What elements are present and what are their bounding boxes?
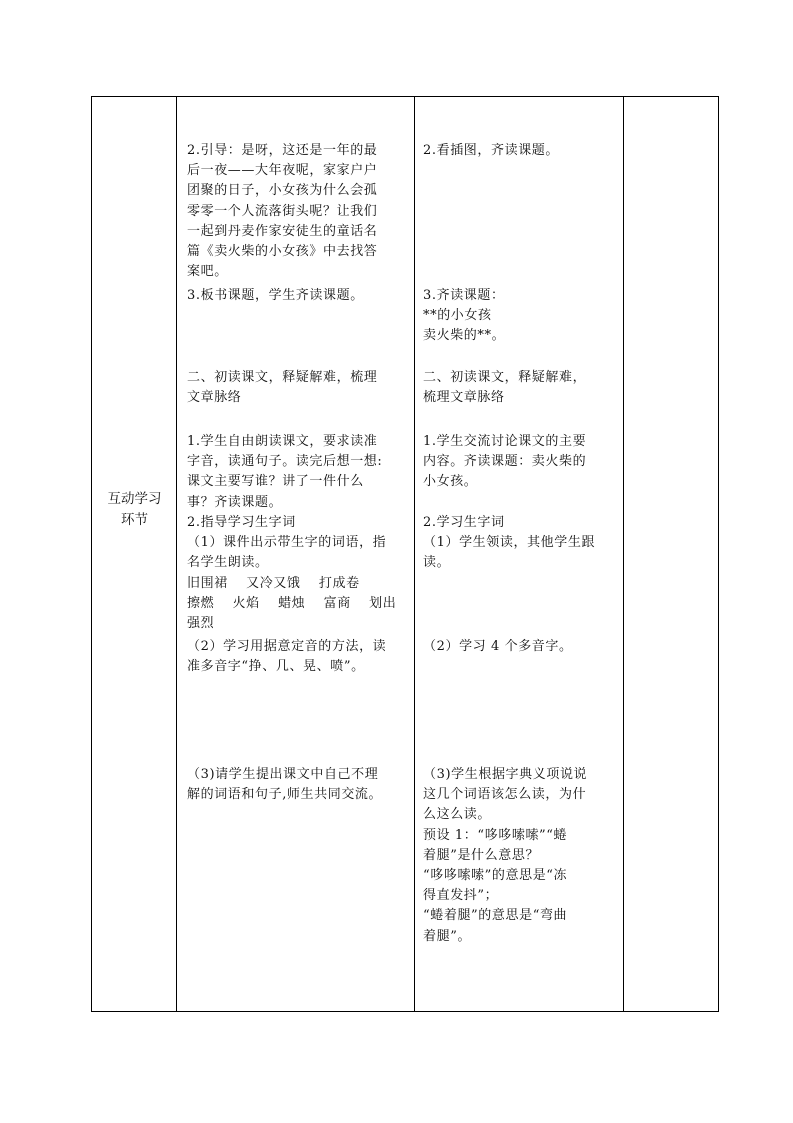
text-line: **的小女孩 bbox=[423, 308, 492, 324]
text-line: 零零一个人流落街头呢？让我们 bbox=[187, 203, 378, 219]
text-line: 读。 bbox=[423, 555, 451, 571]
student-block-illustration bbox=[423, 141, 618, 161]
teacher-activity-column bbox=[177, 97, 415, 1011]
text-line: 一起到丹麦作家安徒生的童话名 bbox=[187, 223, 378, 239]
text-line: 字音，读通句子。读完后想一想: bbox=[187, 454, 383, 470]
text-line: “蜷着腿”的意思是“弯曲 bbox=[423, 908, 568, 924]
text-line: 小女孩。 bbox=[423, 474, 478, 490]
teacher-block-questions bbox=[187, 765, 409, 805]
text-line: （3)学生根据字典义项说说 bbox=[423, 767, 588, 782]
text-line: 旧围裙 又冷又饿 打成卷 bbox=[187, 575, 360, 591]
text-line: 预设 1：“哆哆嗦嗦”“蜷 bbox=[423, 827, 568, 843]
text-line: 后一夜——大年夜呢，家家户户 bbox=[187, 163, 378, 179]
student-block-polyphones bbox=[423, 637, 618, 657]
text-line: 准多音字“挣、几、晃、喷”。 bbox=[187, 659, 365, 675]
text-line: 梳理文章脉络 bbox=[423, 390, 505, 406]
text-line: 文章脉络 bbox=[187, 390, 242, 406]
text-line: 卖火柴的**。 bbox=[423, 328, 506, 344]
text-line: 么这么读。 bbox=[423, 807, 492, 823]
text-line: 擦燃 火焰 蜡烛 富商 划出 bbox=[187, 595, 397, 611]
student-block-read-title bbox=[423, 286, 618, 347]
text-line: 3.齐读课题： bbox=[423, 288, 505, 303]
teacher-block-guide bbox=[187, 141, 409, 282]
student-block-vocabulary bbox=[423, 513, 618, 574]
teacher-block-vocabulary bbox=[187, 513, 409, 634]
text-line: 2.看插图，齐读课题。 bbox=[423, 143, 560, 158]
text-line: “哆哆嗦嗦”的意思是“冻 bbox=[423, 868, 568, 884]
text-line: （1）课件出示带生字的词语，指 bbox=[187, 535, 387, 551]
student-block-section-two bbox=[423, 368, 618, 408]
notes-column bbox=[624, 97, 719, 1011]
text-line: 名学生朗读。 bbox=[187, 555, 269, 571]
text-line: 2.引导：是呀，这还是一年的最 bbox=[187, 143, 378, 158]
text-line: 内容。齐读课题：卖火柴的 bbox=[423, 454, 587, 470]
text-line: 二、初读课文，释疑解难， bbox=[423, 370, 587, 385]
text-line: 课文主要写谁？讲了一件什么 bbox=[187, 474, 364, 490]
stage-column bbox=[92, 97, 177, 1011]
text-line: 着腿”。 bbox=[423, 928, 472, 944]
text-line: 强烈 bbox=[187, 616, 215, 632]
text-line: 得直发抖”； bbox=[423, 888, 499, 904]
text-line: （1）学生领读，其他学生跟 bbox=[423, 535, 596, 551]
text-line: （3)请学生提出课文中自己不理 bbox=[187, 767, 379, 782]
teacher-block-polyphones bbox=[187, 637, 409, 677]
text-line: 二、初读课文，释疑解难，梳理 bbox=[187, 370, 378, 385]
student-activity-column bbox=[415, 97, 624, 1011]
stage-label-line: 互动学习 bbox=[107, 491, 162, 507]
teacher-block-board bbox=[187, 286, 409, 306]
text-line: 2.指导学习生字词 bbox=[187, 515, 296, 530]
text-line: 案吧。 bbox=[187, 264, 228, 280]
text-line: 2.学习生字词 bbox=[423, 515, 505, 530]
text-line: 篇《卖火柴的小女孩》中去找答 bbox=[187, 244, 378, 260]
text-line: 事？齐读课题。 bbox=[187, 494, 283, 510]
stage-label bbox=[92, 489, 177, 531]
stage-label-line: 环节 bbox=[121, 512, 148, 528]
student-block-dictionary bbox=[423, 765, 618, 947]
text-line: 这几个词语该怎么读，为什 bbox=[423, 787, 587, 803]
text-line: 团聚的日子，小女孩为什么会孤 bbox=[187, 183, 378, 199]
text-line: （2）学习用据意定音的方法，读 bbox=[187, 639, 387, 654]
text-line: 3.板书课题，学生齐读课题。 bbox=[187, 288, 364, 303]
student-block-discussion bbox=[423, 432, 618, 493]
lesson-plan-table bbox=[91, 96, 719, 1012]
text-line: 1.学生自由朗读课文，要求读准 bbox=[187, 434, 378, 449]
text-line: 1.学生交流讨论课文的主要 bbox=[423, 434, 587, 449]
teacher-block-section-two bbox=[187, 368, 409, 408]
text-line: 着腿”是什么意思？ bbox=[423, 847, 540, 863]
teacher-block-reading bbox=[187, 432, 409, 513]
text-line: （2）学习 4 个多音字。 bbox=[423, 639, 573, 654]
text-line: 解的词语和句子,师生共同交流。 bbox=[187, 787, 383, 803]
